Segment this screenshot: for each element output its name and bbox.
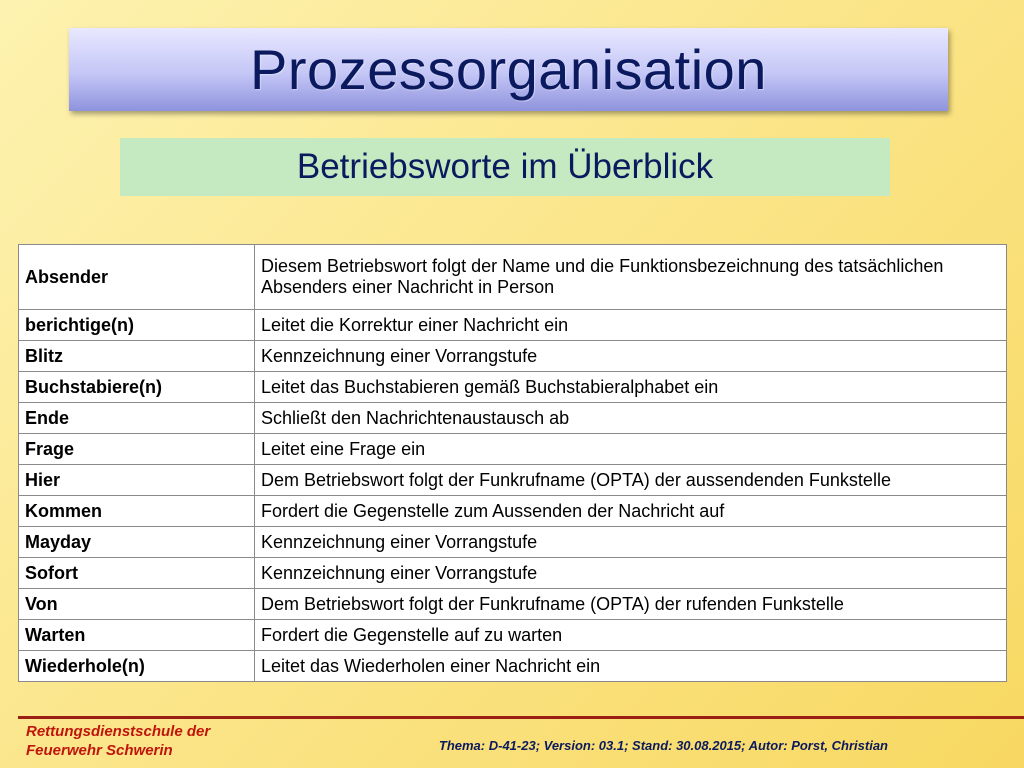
term-cell: Sofort — [19, 558, 255, 589]
table-row — [19, 372, 1007, 403]
terms-table — [18, 244, 1007, 682]
footer-meta: Thema: D-41-23; Version: 03.1; Stand: 30.08.2015; Autor: Porst, Christian — [438, 738, 888, 753]
table-row — [19, 465, 1007, 496]
term-cell: Mayday — [19, 527, 255, 558]
description-cell: Kennzeichnung einer Vorrangstufe — [255, 558, 1007, 589]
table-row — [19, 341, 1007, 372]
term-cell: Warten — [19, 620, 255, 651]
table-row — [19, 403, 1007, 434]
description-cell: Leitet das Buchstabieren gemäß Buchstabieralphabet ein — [255, 372, 1007, 403]
term-cell: Kommen — [19, 496, 255, 527]
table-row — [19, 310, 1007, 341]
table-row — [19, 527, 1007, 558]
table-row — [19, 589, 1007, 620]
description-cell: Leitet die Korrektur einer Nachricht ein — [255, 310, 1007, 341]
table-row — [19, 434, 1007, 465]
term-cell: berichtige(n) — [19, 310, 255, 341]
footer-org-line2: Feuerwehr Schwerin — [26, 742, 173, 759]
description-cell: Fordert die Gegenstelle auf zu warten — [255, 620, 1007, 651]
term-cell: Blitz — [19, 341, 255, 372]
description-cell: Schließt den Nachrichtenaustausch ab — [255, 403, 1007, 434]
term-cell: Buchstabiere(n) — [19, 372, 255, 403]
term-cell: Wiederhole(n) — [19, 651, 255, 682]
slide-subtitle: Betriebsworte im Überblick — [296, 147, 714, 186]
description-cell: Leitet das Wiederholen einer Nachricht ein — [255, 651, 1007, 682]
footer-organization — [26, 722, 266, 760]
term-cell: Ende — [19, 403, 255, 434]
subtitle-banner — [120, 138, 890, 196]
title-banner — [69, 28, 948, 111]
footer-org-line1: Rettungsdienstschule der — [26, 723, 211, 740]
table-row — [19, 558, 1007, 589]
term-cell: Von — [19, 589, 255, 620]
description-cell: Kennzeichnung einer Vorrangstufe — [255, 341, 1007, 372]
table-row — [19, 496, 1007, 527]
table-row — [19, 651, 1007, 682]
description-cell: Leitet eine Frage ein — [255, 434, 1007, 465]
table-row — [19, 245, 1007, 310]
description-cell: Dem Betriebswort folgt der Funkrufname (OPTA) der aussendenden Funkstelle — [255, 465, 1007, 496]
table-row — [19, 620, 1007, 651]
term-cell: Hier — [19, 465, 255, 496]
description-cell: Diesem Betriebswort folgt der Name und die Funktionsbezeichnung des tatsächlichen Absenders einer Nachricht in Person — [255, 245, 1007, 310]
term-cell: Absender — [19, 245, 255, 310]
description-cell: Dem Betriebswort folgt der Funkrufname (OPTA) der rufenden Funkstelle — [255, 589, 1007, 620]
description-cell: Fordert die Gegenstelle zum Aussenden der Nachricht auf — [255, 496, 1007, 527]
description-cell: Kennzeichnung einer Vorrangstufe — [255, 527, 1007, 558]
slide-title: Prozessorganisation — [250, 38, 767, 101]
term-cell: Frage — [19, 434, 255, 465]
footer-divider — [18, 716, 1024, 719]
